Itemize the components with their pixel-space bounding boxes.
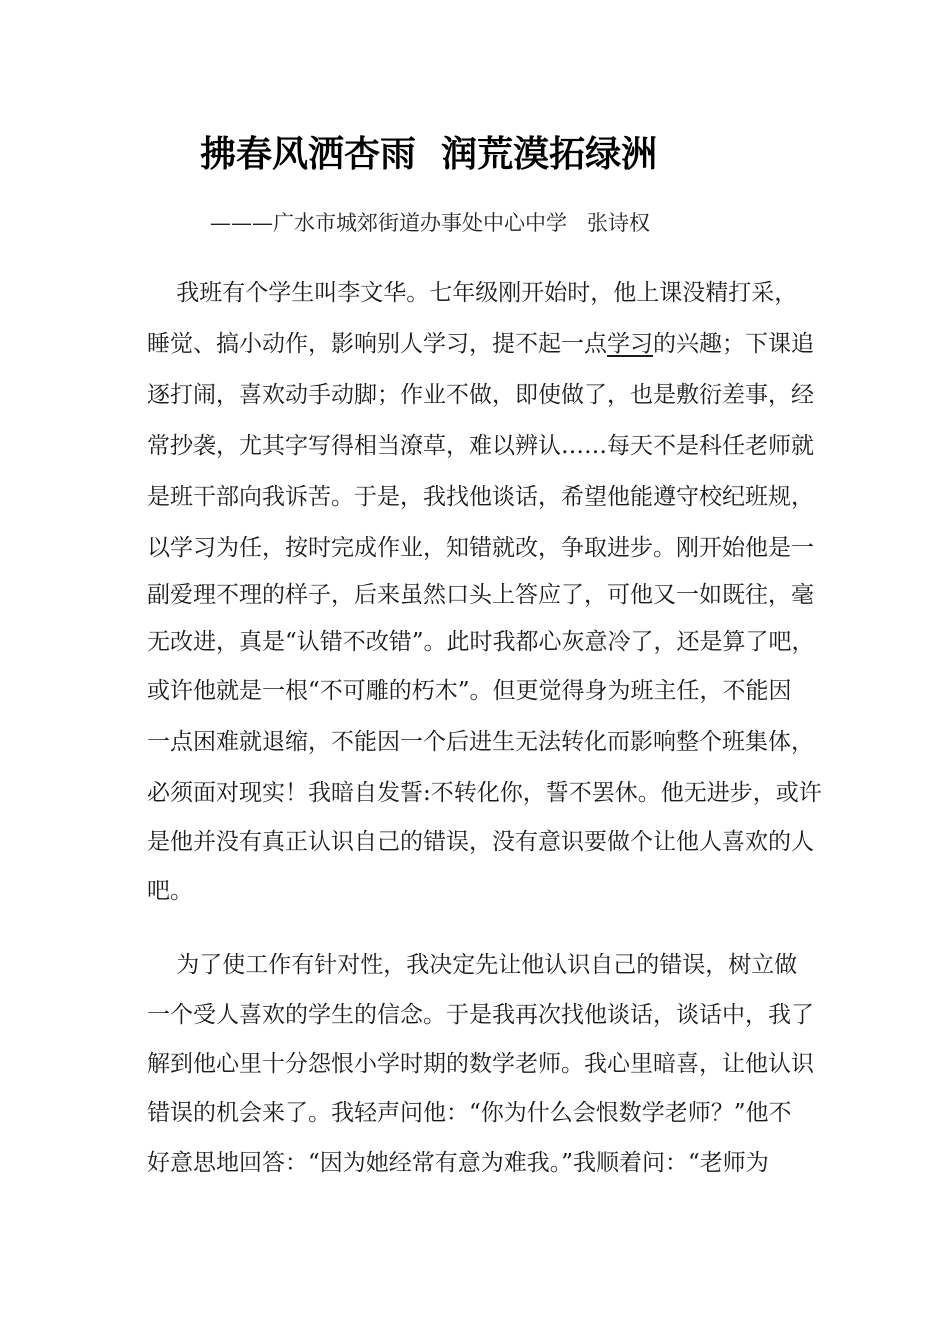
paragraph-1-line-3: 逐打闹，喜欢动手动脚；作业不做，即使做了，也是敷衍差事，经 <box>147 382 814 408</box>
paragraph-2-line-5: 好意思地回答：“因为她经常有意为难我。”我顺着问：“老师为 <box>147 1150 769 1176</box>
paragraph-1-line-2-start: 睡觉、搞小动作，影响别人学习，提不起一点 <box>147 331 607 357</box>
paragraph-1-line-2-end: 的兴趣；下课追 <box>653 331 814 357</box>
paragraph-1-line-7: 副爱理不理的样子，后来虽然口头上答应了，可他又一如既往，毫 <box>147 582 814 608</box>
paragraph-2-line-1: 为了使工作有针对性，我决定先让他认识自己的错误，树立做 <box>147 952 798 978</box>
paragraph-1-line-9: 或许他就是一根“不可雕的朽木”。但更觉得身为班主任，不能因 <box>147 678 792 704</box>
paragraph-1-line-4: 常抄袭，尤其字写得相当潦草，难以辨认……每天不是科任老师就 <box>147 433 814 459</box>
document-title: 拂春风洒杏雨 润荒漠拓绿洲 <box>200 133 658 175</box>
paragraph-1-line-10: 一点困难就退缩，不能因一个后进生无法转化而影响整个班集体， <box>147 729 814 755</box>
paragraph-1-line-12: 是他并没有真正认识自己的错误，没有意识要做个让他人喜欢的人 <box>147 829 814 855</box>
author-byline: ———广水市城郊街道办事处中心中学 张诗权 <box>210 211 651 235</box>
study-link[interactable]: 学习 <box>607 331 653 357</box>
paragraph-2-line-4: 错误的机会来了。我轻声问他：“你为什么会恨数学老师？”他不 <box>147 1100 792 1126</box>
paragraph-1-line-6: 以学习为任，按时完成作业，知错就改，争取进步。刚开始他是一 <box>147 535 814 561</box>
paragraph-1-line-11: 必须面对现实！我暗自发誓:不转化你，誓不罢休。他无进步，或许 <box>147 780 822 806</box>
paragraph-1-line-5: 是班干部向我诉苦。于是，我找他谈话，希望他能遵守校纪班规， <box>147 484 814 510</box>
paragraph-1-line-13: 吧。 <box>147 878 193 904</box>
paragraph-2-line-3: 解到他心里十分怨恨小学时期的数学老师。我心里暗喜，让他认识 <box>147 1051 814 1077</box>
paragraph-2-line-2: 一个受人喜欢的学生的信念。于是我再次找他谈话，谈话中，我了 <box>147 1002 814 1028</box>
paragraph-1-line-1: 我班有个学生叫李文华。七年级刚开始时，他上课没精打采， <box>147 280 798 306</box>
paragraph-1-line-2 <box>147 329 814 359</box>
paragraph-1-line-8: 无改进，真是“认错不改错”。此时我都心灰意冷了，还是算了吧， <box>147 629 815 655</box>
